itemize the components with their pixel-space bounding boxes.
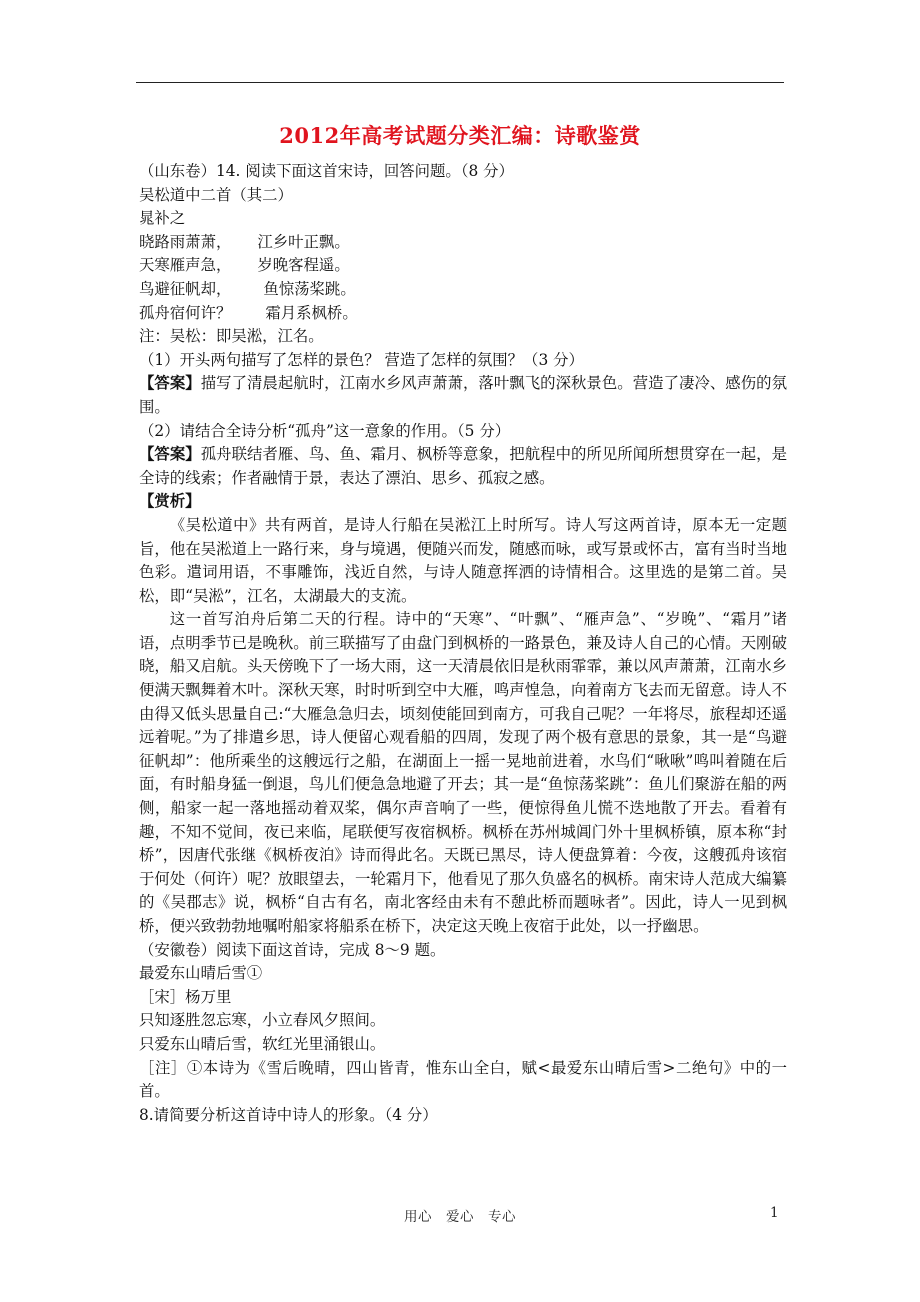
poem-line [139, 231, 787, 255]
poem-line-first-half: 鸟避征帆却， [139, 279, 232, 298]
analysis-paragraph-2: 这一首写泊舟后第二天的行程。诗中的“天寒”、“叶飘”、“雁声急”、“岁晚”、“霜月”诸语，点明季节已是晚秋。前三联描写了由盘门到枫桥的一路景色，兼及诗人自己的心情。天刚破晓，船又启航。头天傍晚下了一场大雨，这一天清晨依旧是秋雨霏霏，兼以风声萧萧，江南水乡便满天飘舞着木叶。深秋天寒，时时听到空中大雁，鸣声惶急，向着南方飞去而无留意。诗人不由得又低头思量自己:“大雁急急归去，顷刻使能回到南方，可我自己呢？一年将尽，旅程却还遥远着呢。”为了排遣乡思，诗人便留心观看船的四周，发现了两个极有意思的景象，其一是“鸟避征帆却”：他所乘坐的这艘远行之船，在湖面上一摇一晃地前进着，水鸟们“啾啾”鸣叫着随在后面，有时船身猛一倒退，鸟儿们便急急地避了开去；其一是“鱼惊荡桨跳”：鱼儿们聚游在船的两侧，船家一起一落地摇动着双桨，偶尔声音响了一些，便惊得鱼儿慌不迭地散了开去。看着有趣，不知不觉间，夜已来临，尾联便写夜宿枫桥。枫桥在苏州城阊门外十里枫桥镇，原本称“封桥”，因唐代张继《枫桥夜泊》诗而得此名。天既已黑尽，诗人便盘算着：今夜，这艘孤舟该宿于何处（何许）呢？放眼望去，一轮霜月下，他看见了那久负盛名的枫桥。南宋诗人范成大编纂的《吴郡志》说，枫桥“自古有名，南北客经由未有不憩此桥而题咏者”。因此，诗人一见到枫桥，便兴致勃勃地嘱咐船家将船系在桥下，决定这天晚上夜宿于此处，以一抒幽思。 [139, 610, 787, 935]
poem-line-first-half: 孤舟宿何许？ [139, 303, 232, 322]
poem-title: 吴松道中二首（其二） [139, 185, 293, 204]
analysis-heading: 【赏析】 [139, 492, 201, 511]
poem-line-first-half: 天寒雁声急， [139, 256, 232, 275]
answer-2 [139, 443, 787, 490]
answer-text: 孤舟联结者雁、鸟、鱼、霜月、枫桥等意象，把航程中的所见所闻所想贯穿在一起，是全诗的线索；作者融情于景，表达了漂泊、思乡、孤寂之感。 [139, 445, 787, 487]
answer-tag: 【答案】 [139, 374, 201, 393]
poem-line: 只爱东山晴后雪，软红光里涌银山。 [139, 1034, 386, 1053]
answer-tag: 【答案】 [139, 445, 201, 464]
shandong-prompt: （山东卷）14. 阅读下面这首宋诗，回答问题。（8 分） [139, 162, 514, 180]
question-8: 8.请简要分析这首诗中诗人的形象。（4 分） [139, 1105, 438, 1124]
poem-line-second-half: 霜月系枫桥。 [265, 303, 358, 322]
question-2: （2）请结合全诗分析“孤舟”这一意象的作用。（5 分） [139, 421, 511, 440]
poem-line [139, 278, 787, 302]
footer-slogan: 用心 爱心 专心 [404, 1209, 516, 1225]
poem-note: ［注］①本诗为《雪后晚晴，四山皆青，惟东山全白，赋<最爱东山晴后雪>二绝句》中的一 首。 [139, 1058, 787, 1101]
poem-author: 晁补之 [139, 209, 186, 228]
page-number: 1 [770, 1205, 779, 1221]
poem-note: 注：吴松：即吴淞，江名。 [139, 327, 324, 346]
analysis-paragraph-1: 《吴松道中》共有两首，是诗人行船在吴淞江上时所写。诗人写这两首诗，原本无一定题旨，他在吴淞道上一路行来，身与境遇，便随兴而发，随感而咏，或写景或怀古，富有当时当地色彩。遣词用语，不事雕饰，浅近自然，与诗人随意挥洒的诗情相合。这里选的是第二首。吴松，即“吴淞”，江名，太湖最大的支流。 [139, 515, 787, 605]
answer-1 [139, 372, 787, 419]
poem-line: 只知逐胜忽忘寒，小立春风夕照间。 [139, 1011, 386, 1030]
question-1: （1）开头两句描写了怎样的景色？ 营造了怎样的氛围？（3 分） [139, 350, 584, 369]
poem-line-second-half: 岁晚客程遥。 [257, 256, 350, 275]
poem-line [139, 254, 787, 278]
header-rule [136, 82, 784, 83]
answer-text: 描写了清晨起航时，江南水乡风声萧萧，落叶飘飞的深秋景色。营造了凄冷、感伤的氛围。 [139, 374, 787, 416]
poem-title: 最爱东山晴后雪① [139, 964, 263, 983]
document-title: 2012年高考试题分类汇编：诗歌鉴赏 [279, 123, 641, 148]
anhui-prompt: （安徽卷）阅读下面这首诗，完成 8～9 题。 [139, 940, 446, 959]
poem-line [139, 302, 787, 326]
poem-line-first-half: 晓路雨萧萧， [139, 232, 232, 251]
poem-line-second-half: 江乡叶正飘。 [257, 232, 350, 251]
poem-line-second-half: 鱼惊荡桨跳。 [263, 279, 356, 298]
poem-author: ［宋］杨万里 [139, 987, 232, 1006]
document-body [139, 160, 787, 1127]
